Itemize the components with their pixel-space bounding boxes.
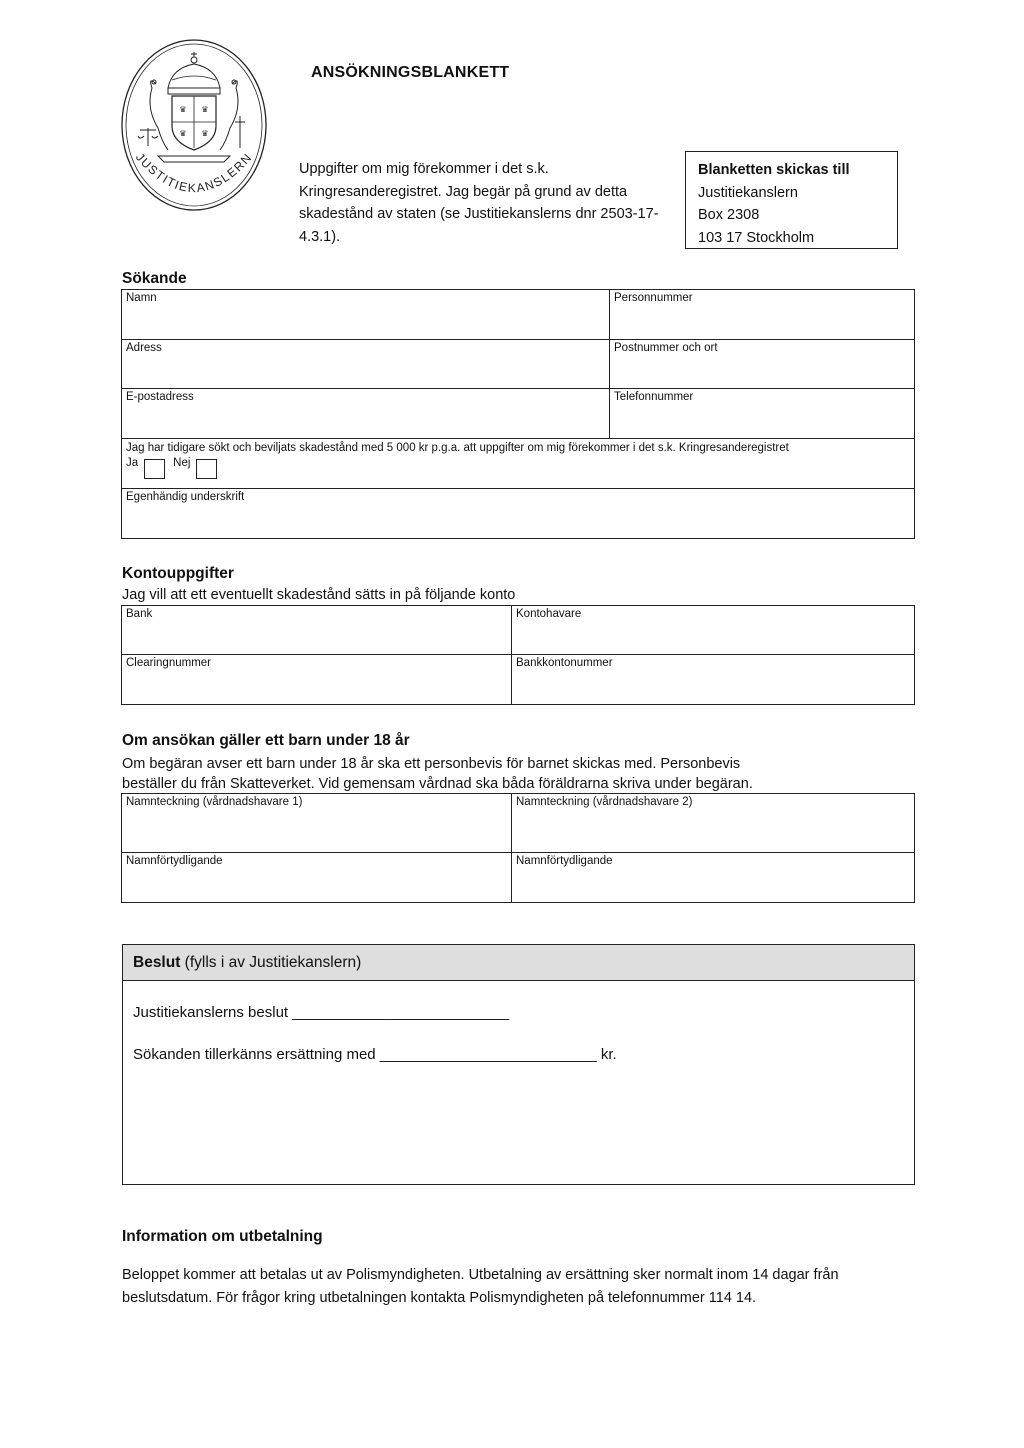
- konto-table: [121, 605, 915, 705]
- beslut-box: [122, 944, 915, 1185]
- nej-checkbox[interactable]: [196, 459, 217, 479]
- svg-text:♛: ♛: [201, 129, 209, 138]
- send-to-line: Box 2308: [698, 207, 760, 223]
- field-label: E-postadress: [126, 391, 194, 403]
- justitiekanslern-seal-logo: [120, 38, 268, 212]
- field-kontohavare[interactable]: [512, 606, 915, 655]
- field-label: Bankkontonummer: [516, 657, 613, 669]
- field-personnummer[interactable]: [610, 290, 915, 340]
- beslut-line-decision: Justitiekanslerns beslut __________________________: [133, 1004, 510, 1021]
- send-to-box: [685, 151, 898, 249]
- field-bankkontonummer[interactable]: [512, 655, 915, 705]
- field-label: Telefonnummer: [614, 391, 694, 403]
- field-namnteckning-2[interactable]: [512, 794, 915, 853]
- field-label: Namn: [126, 292, 157, 304]
- nej-label: Nej: [173, 457, 191, 469]
- beslut-heading-rest: (fylls i av Justitiekanslern): [180, 954, 362, 971]
- svg-text:♛: ♛: [179, 129, 187, 138]
- field-namnfortydligande-1[interactable]: [122, 853, 512, 903]
- barn-subtext-2: beställer du från Skatteverket. Vid gemensam vårdnad ska båda föräldrarna skriva under begäran.: [122, 776, 753, 792]
- svg-text:♛: ♛: [201, 105, 209, 114]
- field-telefon[interactable]: [610, 389, 915, 439]
- intro-text: Uppgifter om mig förekommer i det s.k. Kringresanderegistret. Jag begär på grund av detta skadestånd av staten (se Justitiekanslerns dnr 2503-17-4.3.1).: [299, 161, 659, 245]
- field-label: Namnteckning (vårdnadshavare 2): [516, 796, 693, 808]
- section-heading-info: Information om utbetalning: [122, 1228, 323, 1245]
- field-namn[interactable]: [122, 290, 610, 340]
- barn-table: [121, 793, 915, 903]
- field-epost[interactable]: [122, 389, 610, 439]
- send-to-line: Justitiekanslern: [698, 184, 798, 201]
- ja-checkbox[interactable]: [144, 459, 165, 479]
- konto-subtext: Jag vill att ett eventuellt skadestånd sätts in på följande konto: [122, 587, 516, 603]
- field-adress[interactable]: [122, 340, 610, 389]
- beslut-heading-bold: Beslut: [133, 954, 181, 971]
- previous-claim-question: Jag har tidigare sökt och beviljats skadestånd med 5 000 kr p.g.a. att uppgifter om mig förekommer i det s.k. Kringresanderegistret: [126, 442, 789, 454]
- section-heading-konto: Kontouppgifter: [122, 565, 234, 582]
- field-label: Namnförtydligande: [126, 855, 223, 867]
- field-postnummer[interactable]: [610, 340, 915, 389]
- beslut-header: [123, 945, 914, 981]
- field-label: Personnummer: [614, 292, 693, 304]
- field-clearingnummer[interactable]: [122, 655, 512, 705]
- send-to-heading: Blanketten skickas till: [698, 162, 850, 178]
- field-label: Namnteckning (vårdnadshavare 1): [126, 796, 303, 808]
- sokande-table: [121, 289, 915, 539]
- field-label: Clearingnummer: [126, 657, 212, 669]
- field-label: Bank: [126, 608, 153, 620]
- field-namnteckning-1[interactable]: [122, 794, 512, 853]
- info-text: Beloppet kommer att betalas ut av Polismyndigheten. Utbetalning av ersättning sker normalt inom 14 dagar från beslutsdatum. För frågor kring utbetalningen kontakta Polismyndigheten på telefonnummer 114 14.: [122, 1267, 839, 1306]
- field-label: Kontohavare: [516, 608, 582, 620]
- field-previous-claim: [122, 439, 915, 489]
- barn-subtext-1: Om begäran avser ett barn under 18 år ska ett personbevis för barnet skickas med. Personbevis: [122, 756, 741, 772]
- section-heading-barn: Om ansökan gäller ett barn under 18 år: [122, 732, 410, 749]
- seal-text: JUSTITIEKANSLERN: [132, 150, 256, 196]
- field-label: Adress: [126, 342, 162, 354]
- field-underskrift[interactable]: [122, 489, 915, 539]
- page-title: ANSÖKNINGSBLANKETT: [311, 64, 510, 81]
- field-namnfortydligande-2[interactable]: [512, 853, 915, 903]
- send-to-line: 103 17 Stockholm: [698, 229, 815, 246]
- field-label: Postnummer och ort: [614, 342, 718, 354]
- svg-text:♛: ♛: [179, 105, 187, 114]
- field-label: Namnförtydligande: [516, 855, 613, 867]
- beslut-line-compensation: Sökanden tillerkänns ersättning med __________________________ kr.: [133, 1046, 617, 1063]
- ja-label: Ja: [126, 457, 139, 469]
- field-label: Egenhändig underskrift: [126, 491, 245, 503]
- section-heading-sokande: Sökande: [122, 270, 187, 287]
- field-bank[interactable]: [122, 606, 512, 655]
